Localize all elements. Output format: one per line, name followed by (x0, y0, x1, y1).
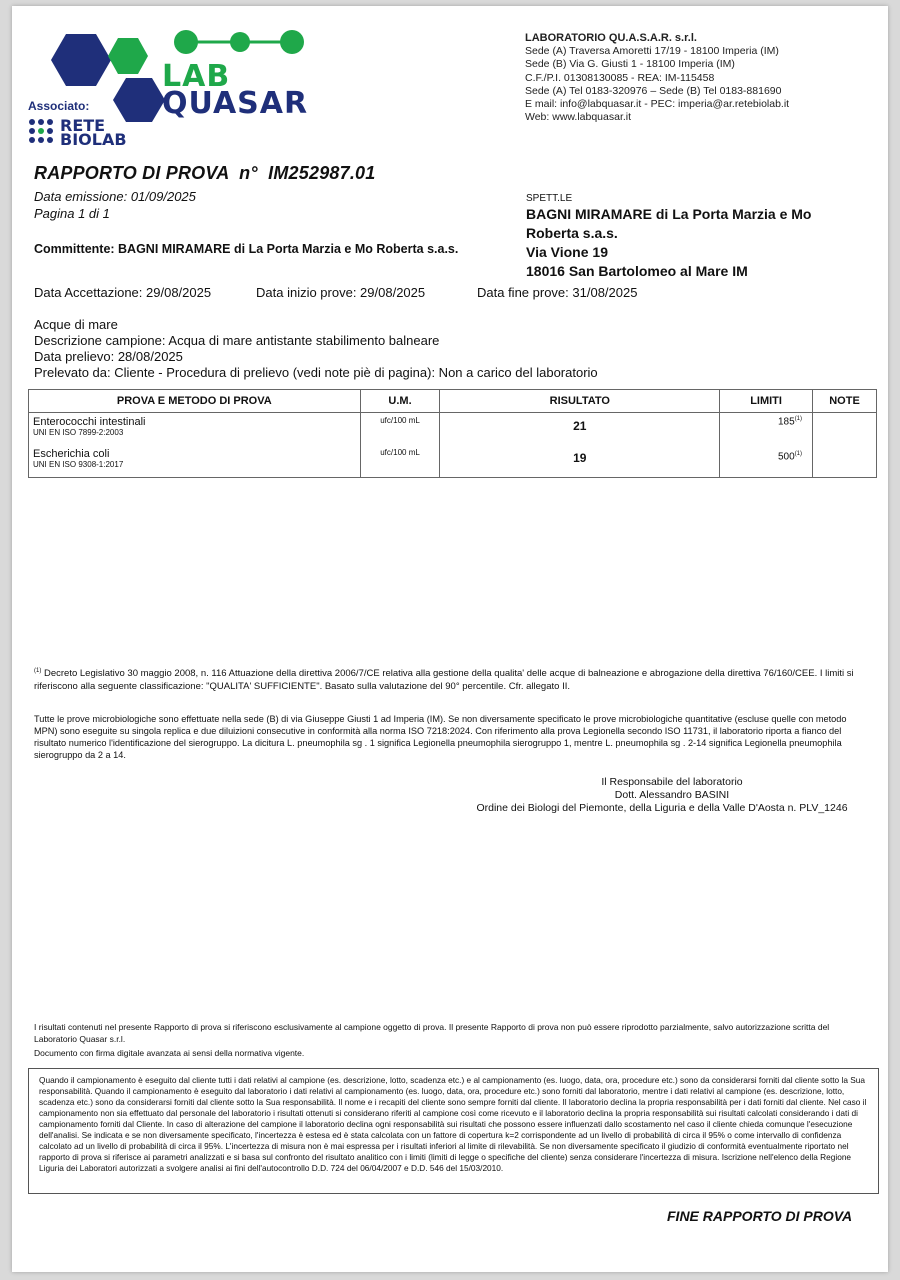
footnote-ref: (1) (34, 668, 42, 674)
lab-info-line: C.F./P.I. 01308130085 - REA: IM-115458 (525, 71, 715, 84)
note-cell (813, 445, 877, 478)
test-method: UNI EN ISO 7899-2:2003 (33, 428, 124, 437)
rete-label: RETE (60, 116, 106, 135)
lab-info-line: Sede (A) Traversa Amoretti 17/19 - 18100 Imperia (IM) (525, 45, 779, 58)
recipient-line: Roberta s.a.s. (526, 225, 618, 241)
sample-line: Acque di mare (34, 317, 118, 332)
logo-quasar: QUASAR (162, 86, 309, 121)
unit: ufc/100 mL (360, 413, 440, 446)
signature-name: Dott. Alessandro BASINI (614, 789, 730, 801)
recipient-line: BAGNI MIRAMARE di La Porta Marzia e Mo (526, 206, 812, 222)
emission-date: Data emissione: 01/09/2025 (34, 189, 196, 204)
table-row (29, 445, 877, 478)
end-date: Data fine prove: 31/08/2025 (477, 285, 638, 300)
digital-doc-note: Documento con firma digitale avanzata ai sensi della normativa vigente. (34, 1048, 305, 1058)
col-header: U.M. (360, 390, 440, 413)
notes-text: Tutte le prove microbiologiche sono effettuate nella sede (B) di via Giuseppe Giusti 1 ad Imperia (IM). Se non diversamente specificato le prove microbiologiche quantitative (escluse quelle con metodo MPN) sono eseguite su singola replica e due diluizioni consecutive in conformità alla norma ISO 7218:2024. Con riferimento alla prova Legionella secondo ISO 11731, il laboratorio riporta a fianco del risultato numerico l'identificazione del sierogruppo. La dicitura L. pneumophila sg . 1 significa Legionella pneumophila sierogruppo 1, mentre L. pneumophila sg . 2-14 significa Legionella pneumophila sierogruppo da 2 a 14. (34, 714, 847, 760)
lab-info-line: Sede (B) Via G. Giusti 1 - 18100 Imperia (IM) (525, 58, 735, 71)
sample-line: Data prelievo: 28/08/2025 (34, 349, 183, 364)
committente: Committente: BAGNI MIRAMARE di La Porta Marzia e Mo Roberta s.a.s. (34, 242, 459, 256)
signature-role: Il Responsabile del laboratorio (601, 776, 743, 788)
footnote (34, 665, 854, 693)
test-method: UNI EN ISO 9308-1:2017 (33, 460, 124, 469)
recipient-label: SPETT.LE (526, 193, 573, 204)
lab-info (525, 32, 865, 124)
unit: ufc/100 mL (360, 445, 440, 478)
sample-info (34, 317, 874, 381)
note-cell (813, 413, 877, 446)
test-name: Escherichia coli (33, 448, 110, 460)
limit-ref: (1) (794, 451, 803, 457)
col-header: RISULTATO (440, 390, 720, 413)
footnote-text: Decreto Legislativo 30 maggio 2008, n. 116 Attuazione della direttiva 2006/7/CE relativa alla gestione della qualita' delle acque di balneazione e abrogazione della direttiva 76/160/CEE. I limiti si riferiscono alla seguente classificazione: "QUALITA' SUFFICIENTE". Basato sulla valutazione del 90° percentile. Cfr. allegato II. (34, 668, 854, 693)
result: 19 (440, 445, 720, 478)
lab-info-line: E mail: info@labquasar.it - PEC: imperia@ar.retebiolab.it (525, 98, 790, 111)
test-name: Enterococchi intestinali (33, 416, 146, 428)
lab-info-line: Web: www.labquasar.it (525, 111, 632, 124)
signature-order: Ordine dei Biologi del Piemonte, della Liguria e della Valle D'Aosta n. PLV_1246 (476, 802, 848, 814)
recipient (526, 205, 866, 281)
end-of-report: FINE RAPPORTO DI PROVA (667, 1208, 853, 1224)
report-title: RAPPORTO DI PROVA n° IM252987.01 (34, 163, 376, 183)
col-header: NOTE (813, 390, 877, 413)
col-header: LIMITI (720, 390, 813, 413)
rete-biolab-icon (28, 118, 56, 146)
sample-line: Prelevato da: Cliente - Procedura di prelievo (vedi note piè di pagina): Non a carico del laboratorio (34, 365, 598, 380)
recipient-line: 18016 San Bartolomeo al Mare IM (526, 263, 748, 279)
sample-line: Descrizione campione: Acqua di mare antistante stabilimento balneare (34, 333, 440, 348)
signature (452, 776, 872, 815)
limit-value: 185 (778, 416, 795, 428)
lab-info-line: Sede (A) Tel 0183-320976 – Sede (B) Tel 0183-881690 (525, 84, 782, 97)
report-page (12, 6, 888, 1272)
associato-label: Associato: (28, 99, 90, 113)
limit-value: 500 (778, 451, 795, 463)
page-number: Pagina 1 di 1 (34, 206, 110, 221)
recipient-line: Via Vione 19 (526, 244, 608, 260)
limit-ref: (1) (794, 416, 803, 422)
disclaimer: I risultati contenuti nel presente Rapporto di prova si riferiscono esclusivamente al campione oggetto di prova. Il presente Rapporto di prova non può essere riprodotto parzialmente, salvo autorizzazione scritta del Laboratorio Quasar s.r.l. (34, 1022, 830, 1044)
biolab-label: BIOLAB (60, 130, 127, 149)
col-header: PROVA E METODO DI PROVA (29, 390, 361, 413)
start-date: Data inizio prove: 29/08/2025 (256, 285, 426, 300)
legal-box-text: Quando il campionamento è eseguito dal cliente tutti i dati relativi al campione (es. descrizione, lotto, scadenza etc.) e al campionamento (es. luogo, data, ora, procedure etc.) sono da considerarsi forniti dal cliente sotto la Sua responsabilità. Quando il campionamento è eseguito dal laboratorio i dati relativi al campionamento (es. luogo, data, ora, procedure etc.) sono forniti dal laboratorio, mentre i dati relativi al campione (es. descrizione, lotto, scadenza etc.) sono da considerarsi forniti dal cliente sotto la Sua responsabilità. Il nome e i recapiti del cliente sono sempre forniti dal cliente. Il laboratorio declina la propria responsabilità per i dati forniti dal cliente. Nel caso il campionamento non sia effettuato dal personale del laboratorio i risultati ottenuti si considerano riferiti al campione così come ricevuto e il laboratorio declina la propria responsabilità sui risultati calcolati considerando i dati di campionamento forniti dal Cliente. In caso di alterazione del campione il laboratorio declina ogni responsabilità sui risultati che possono essere influenzati dallo scostamento nel caso il cliente chieda comunque l'esecuzione dell'analisi. Se indicata e se non diversamente specificato, l'incertezza è estesa ed è stata calcolata con un fattore di copertura k=2 corrispondente ad un livello di probabilità di circa il 95% o come intervallo di confidenza calcolato ad un livello di probabilità di circa il 95%. L'incertezza di misura non è mai espressa per i risultati inferiori al limite di rilevabilità. Se non diversamente specificato il giudizio di conformità eventualmente riportato nel rapporto di prova si riferisce ai parametri analizzati e si basa sul confronto del risultato analitico con i limiti (limiti di legge o specifiche del cliente) senza considerare l'incertezza di misura. Iscrizione nell'elenco della Regione Liguria dei Laboratori autorizzati a svolgere analisi ai fini dell'autocontrollo D.D. 724 del 06/04/2007 e D.D. 546 del 15/03/2010. (39, 1075, 867, 1173)
table-header-row (29, 390, 877, 413)
result: 21 (440, 413, 720, 446)
logo-lab: LAB (162, 59, 231, 94)
acceptance-date: Data Accettazione: 29/08/2025 (34, 285, 212, 300)
results-table (28, 389, 877, 478)
lab-name: LABORATORIO QU.A.S.A.R. s.r.l. (525, 32, 697, 44)
legal-box (28, 1068, 879, 1194)
table-row (29, 413, 877, 446)
